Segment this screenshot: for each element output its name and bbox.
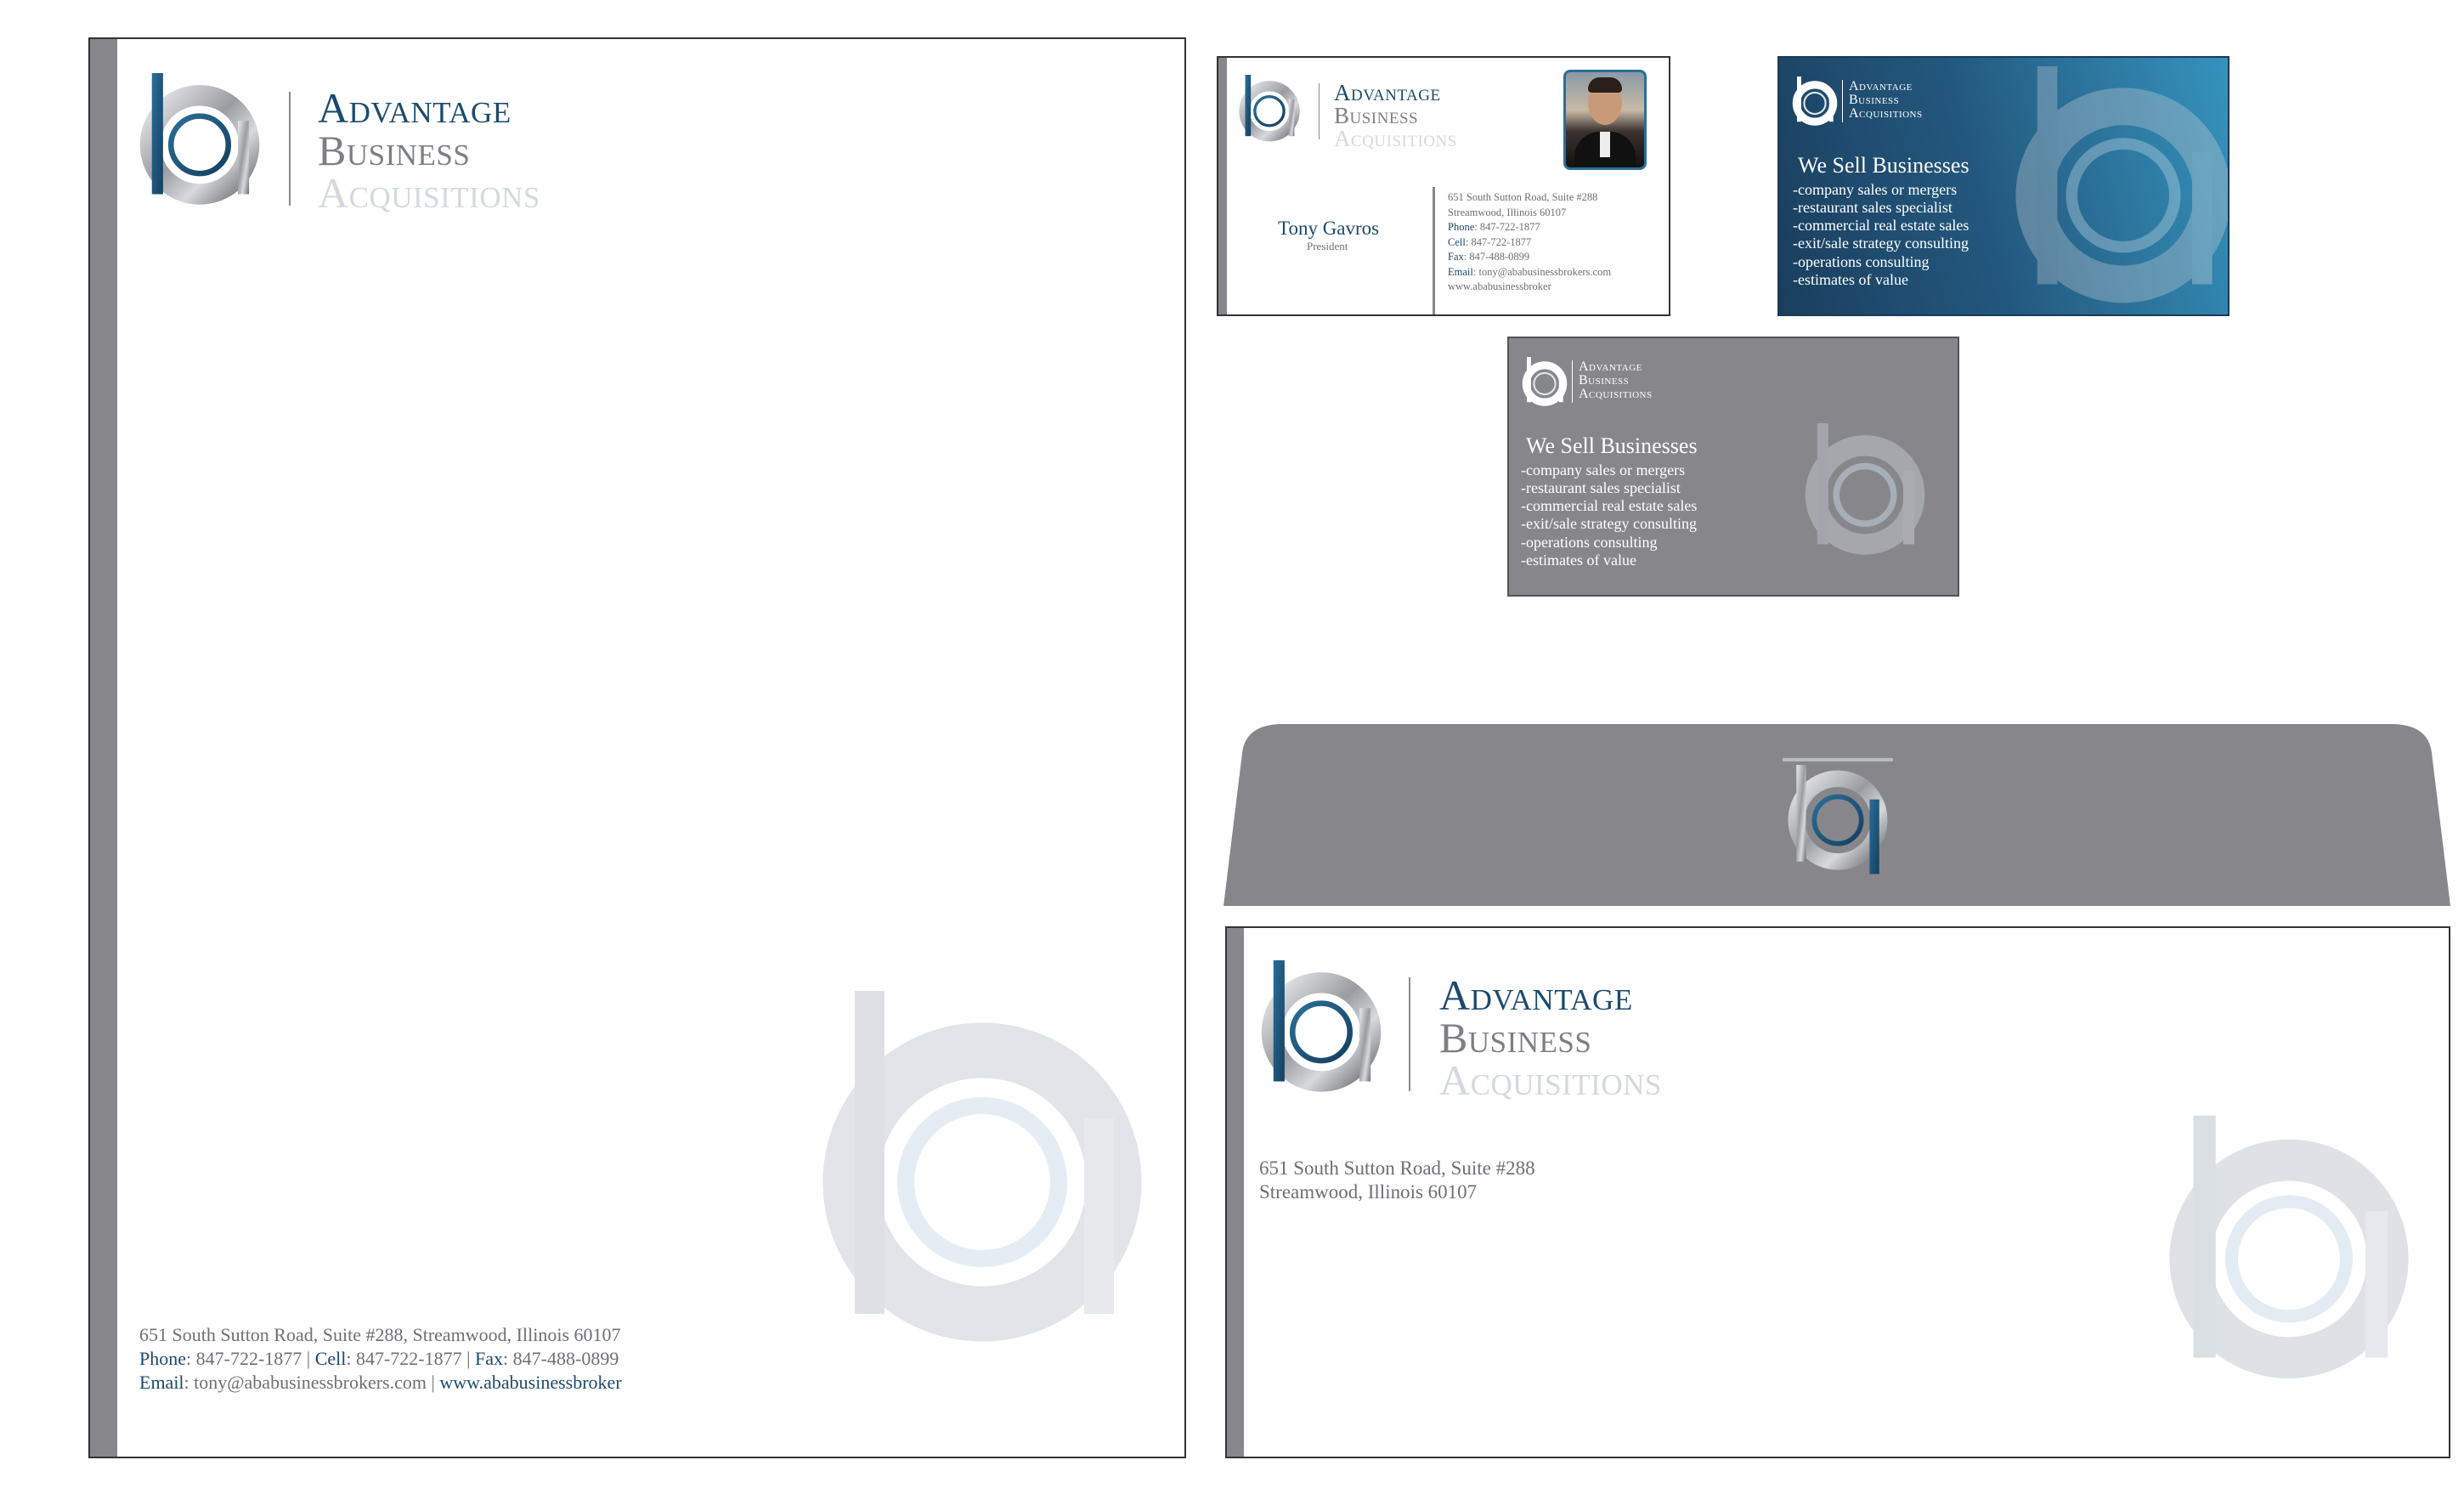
brand-line-1: Advantage — [1579, 359, 1642, 374]
services-list — [1521, 433, 1698, 569]
ba-logo-icon — [1791, 76, 1839, 124]
brand-line-3: Acquisitions — [1334, 126, 1457, 151]
envelope-address-1: 651 South Sutton Road, Suite #288 — [1259, 1157, 1535, 1179]
card-web: www.ababusinessbroker — [1448, 280, 1551, 292]
service-item: -estimates of value — [1793, 270, 1908, 288]
brand-wordmark — [1849, 80, 1923, 121]
brand-line-2: Business — [1849, 93, 1900, 107]
brand-wordmark — [1579, 360, 1653, 401]
brand-line-2: Business — [1334, 103, 1419, 128]
service-item: -restaurant sales specialist — [1521, 478, 1681, 496]
service-item: -company sales or mergers — [1521, 461, 1686, 478]
brand-line-3: Acquisitions — [1439, 1056, 1662, 1104]
ba-logo-icon — [1257, 960, 1385, 1088]
logo-divider — [1842, 80, 1843, 122]
ba-watermark-icon — [1801, 423, 1929, 551]
letterhead-side-bar — [90, 39, 117, 1457]
logo-divider — [289, 92, 291, 206]
brand-wordmark — [1439, 971, 1662, 1104]
card-fax: Fax: 847-488-0899 — [1448, 251, 1530, 263]
cell-label: Cell — [314, 1348, 347, 1369]
brand-line-1: Advantage — [1439, 971, 1633, 1019]
services-heading: We Sell Businesses — [1798, 153, 1970, 178]
logo-divider — [1319, 83, 1320, 139]
service-item: -operations consulting — [1793, 252, 1930, 270]
profile-photo — [1563, 70, 1647, 170]
brand-line-2: Business — [318, 127, 471, 174]
ba-logo-icon — [136, 73, 263, 201]
card-cell: Cell: 847-722-1877 — [1448, 235, 1532, 248]
service-item: -commercial real estate sales — [1793, 217, 1970, 235]
card-email: Email: tony@ababusinessbrokers.com — [1448, 265, 1612, 278]
brand-line-2: Business — [1579, 373, 1630, 388]
fax-label: Fax — [475, 1348, 504, 1369]
services-heading: We Sell Businesses — [1526, 433, 1698, 458]
brand-line-2: Business — [1439, 1014, 1592, 1061]
web-value: www.ababusinessbroker — [439, 1372, 622, 1393]
brand-line-3: Acquisitions — [1849, 106, 1923, 121]
ba-watermark-icon — [812, 991, 1152, 1331]
service-item: -company sales or mergers — [1793, 180, 1958, 198]
envelope-side-bar — [1227, 928, 1244, 1457]
email-label: Email — [139, 1372, 184, 1393]
card-phone: Phone: 847-722-1877 — [1448, 221, 1540, 233]
card-title: President — [1307, 240, 1348, 252]
card-contact-block — [1448, 190, 1611, 295]
brand-line-3: Acquisitions — [318, 169, 540, 217]
letterhead-email-web: Email: tony@ababusinessbrokers.com | www.ababusinessbroker — [139, 1372, 622, 1393]
letterhead-address: 651 South Sutton Road, Suite #288, Streamwood, Illinois 60107 — [139, 1324, 621, 1345]
ba-logo-flap-icon — [1783, 753, 1893, 880]
service-item: -restaurant sales specialist — [1793, 198, 1953, 216]
brand-line-1: Advantage — [1334, 80, 1441, 105]
service-item: -exit/sale strategy consulting — [1521, 515, 1697, 533]
brand-line-1: Advantage — [318, 84, 511, 132]
service-item: -operations consulting — [1521, 533, 1658, 551]
business-card-back-gray — [1507, 337, 1959, 597]
ba-logo-icon — [1521, 357, 1568, 405]
card-address-2: Streamwood, Illinois 60107 — [1448, 206, 1567, 218]
phone-label: Phone — [139, 1348, 186, 1369]
envelope-address-2: Streamwood, Illinois 60107 — [1259, 1181, 1478, 1203]
service-item: -exit/sale strategy consulting — [1793, 235, 1969, 252]
ba-watermark-icon — [2162, 1115, 2416, 1387]
brand-wordmark — [1334, 82, 1457, 150]
card-address-1: 651 South Sutton Road, Suite #288 — [1448, 191, 1598, 203]
ba-logo-icon — [1237, 75, 1302, 139]
service-item: -estimates of value — [1521, 551, 1636, 569]
email-value: tony@ababusinessbrokers.com — [194, 1372, 427, 1393]
logo-divider — [1572, 360, 1573, 403]
brand-line-1: Advantage — [1849, 79, 1913, 93]
cell-value: 847-722-1877 — [355, 1348, 462, 1369]
brand-line-3: Acquisitions — [1579, 387, 1653, 401]
phone-value: 847-722-1877 — [195, 1348, 302, 1369]
fax-value: 847-488-0899 — [512, 1348, 619, 1369]
separator: | — [306, 1348, 311, 1369]
brand-wordmark — [318, 84, 540, 217]
card-side-bar — [1218, 58, 1227, 314]
service-item: -commercial real estate sales — [1521, 497, 1698, 515]
card-name: Tony Gavros — [1278, 218, 1380, 239]
letterhead-phones: Phone: 847-722-1877 | Cell: 847-722-1877 | Fax: 847-488-0899 — [139, 1348, 619, 1369]
letterhead — [88, 37, 1186, 1458]
separator: | — [431, 1372, 435, 1393]
logo-divider — [1409, 977, 1410, 1091]
separator: | — [466, 1348, 471, 1369]
business-card-front — [1217, 56, 1670, 316]
business-card-back-blue — [1777, 56, 2229, 316]
envelope — [1225, 926, 2450, 1458]
services-list — [1793, 153, 1970, 289]
ba-watermark-icon — [2009, 66, 2229, 296]
card-divider — [1433, 187, 1435, 314]
